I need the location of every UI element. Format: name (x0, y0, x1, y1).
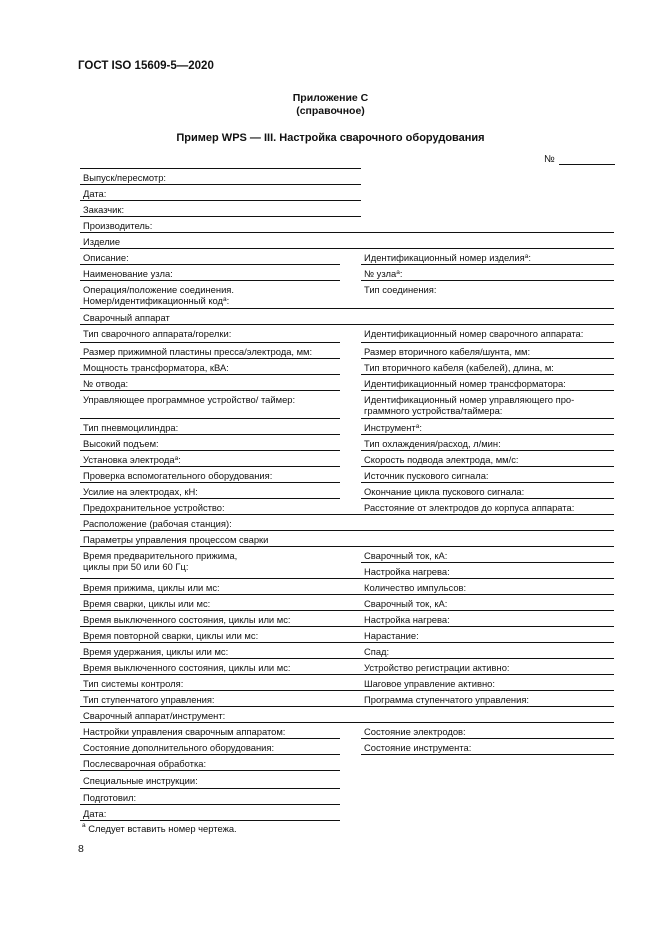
document-title: Пример WPS — III. Настройка сварочного оборудования (176, 132, 485, 144)
date-field[interactable]: Дата: (83, 188, 107, 199)
tool-footnote-marker: а (415, 423, 420, 430)
plate-size-field[interactable]: Размер прижимной пластины пресса/электрода, мм: (83, 346, 313, 357)
footnote (82, 823, 237, 834)
customer-field[interactable]: Заказчик: (83, 204, 125, 215)
node-no-label: № узла (364, 268, 397, 279)
controller-id-line1: Идентификационный номер управляющего про- (364, 394, 575, 405)
node-no-footnote-marker: а (396, 269, 400, 276)
manufacturer-field[interactable]: Производитель: (83, 220, 153, 231)
step-active-field[interactable]: Шаговое управление активно: (364, 678, 495, 689)
operation-footnote-marker: а (223, 296, 227, 303)
control-system-field[interactable]: Тип системы контроля: (83, 678, 184, 689)
step-type-field[interactable]: Тип ступенчатого управления: (83, 694, 215, 705)
reweld-time-field[interactable]: Время повторной сварки, циклы или мс: (83, 630, 259, 641)
product-id-label: Идентификационный номер изделия (364, 252, 525, 263)
aux-check-field[interactable]: Проверка вспомогательного оборудования: (83, 470, 273, 481)
postweld-field[interactable]: Послесварочная обработка: (83, 758, 207, 769)
electrode-setup-label: Установка электрода (83, 454, 175, 465)
standard-designation: ГОСТ ISO 15609-5—2020 (78, 60, 214, 72)
electrode-setup-footnote-marker: а (174, 455, 179, 462)
heat-setting-field-1[interactable]: Настройка нагрева: (364, 566, 450, 577)
wps-form (80, 0, 614, 935)
description-field[interactable]: Описание: (83, 252, 129, 263)
upslope-field[interactable]: Нарастание: (364, 630, 419, 641)
transformer-id-field[interactable]: Идентификационный номер трансформатора: (364, 378, 566, 389)
high-lift-field[interactable]: Высокий подъем: (83, 438, 159, 449)
release-field[interactable]: Выпуск/пересмотр: (83, 172, 167, 183)
weld-time-field[interactable]: Время сварки, циклы или мс: (83, 598, 211, 609)
welder-instrument-field[interactable]: Сварочный аппарат/инструмент: (83, 710, 226, 721)
electrode-speed-field[interactable]: Скорость подвода электрода, мм/с: (364, 454, 519, 465)
welder-section-heading: Сварочный аппарат (83, 312, 170, 323)
joint-type-field[interactable]: Тип соединения: (364, 284, 437, 295)
secondary-cable-field[interactable]: Размер вторичного кабеля/шунта, мм: (364, 346, 531, 357)
trigger-source-field[interactable]: Источник пускового сигнала: (364, 470, 489, 481)
secondary-cable-type-field[interactable]: Тип вторичного кабеля (кабелей), длина, м: (364, 362, 554, 373)
downslope-field[interactable]: Спад: (364, 646, 390, 657)
welder-settings-field[interactable]: Настройки управления сварочным аппаратом: (83, 726, 286, 737)
transformer-power-field[interactable]: Мощность трансформатора, кВА: (83, 362, 229, 373)
electrode-state-field[interactable]: Состояние электродов: (364, 726, 466, 737)
number-label: № (544, 154, 555, 165)
electrode-force-field[interactable]: Усилие на электродах, кН: (83, 486, 198, 497)
special-instructions-field[interactable]: Специальные инструкции: (83, 775, 198, 786)
off-time-field-2[interactable]: Время выключенного состояния, циклы или мс: (83, 662, 291, 673)
product-section-heading: Изделие (83, 236, 121, 247)
welder-type-field[interactable]: Тип сварочного аппарата/горелки: (83, 328, 232, 339)
params-section-heading: Параметры управления процессом сварки (83, 534, 269, 545)
controller-id-line2: граммного устройства/таймера: (364, 405, 503, 416)
pulse-count-field[interactable]: Количество импульсов: (364, 582, 467, 593)
trigger-end-field[interactable]: Окончание цикла пускового сигнала: (364, 486, 525, 497)
safety-device-field[interactable]: Предохранительное устройство: (83, 502, 225, 513)
product-id-field[interactable]: Идентификационный номер изделия$^а$: (364, 252, 531, 263)
footnote-text: Следует вставить номер чертежа. (88, 823, 237, 834)
aux-state-field[interactable]: Состояние дополнительного оборудования: (83, 742, 275, 753)
product-id-footnote-marker: а (524, 253, 529, 260)
tool-field[interactable]: Инструмент$^а$: (364, 422, 422, 433)
footnote-marker: а (82, 822, 86, 829)
off-time-field-1[interactable]: Время выключенного состояния, циклы или мс: (83, 614, 291, 625)
prepared-by-field[interactable]: Подготовил: (83, 792, 137, 803)
press-time-field[interactable]: Время прижима, циклы или мс: (83, 582, 220, 593)
controller-id-field[interactable] (361, 394, 574, 416)
operation-field[interactable] (80, 284, 234, 306)
tool-state-field[interactable]: Состояние инструмента: (364, 742, 472, 753)
tool-label: Инструмент (364, 422, 416, 433)
prepress-line2: циклы при 50 или 60 Гц: (83, 561, 189, 572)
operation-label-line1: Операция/положение соединения. (83, 284, 234, 295)
recorder-field[interactable]: Устройство регистрации активно: (364, 662, 510, 673)
weld-current-field-1[interactable]: Сварочный ток, кА: (364, 550, 448, 561)
cooling-field[interactable]: Тип охлаждения/расход, л/мин: (364, 438, 501, 449)
node-no-field[interactable]: № узла$^а$: (364, 268, 403, 279)
electrode-distance-field[interactable]: Расстояние от электродов до корпуса аппарата: (364, 502, 575, 513)
end-date-field[interactable]: Дата: (83, 808, 107, 819)
tap-no-field[interactable]: № отвода: (83, 378, 129, 389)
annex-title: Приложение С (292, 92, 369, 104)
weld-current-field-2[interactable]: Сварочный ток, кА: (364, 598, 448, 609)
welder-id-field[interactable]: Идентификационный номер сварочного аппарата: (364, 328, 584, 339)
annex-kind: (справочное) (296, 105, 365, 117)
prepress-field[interactable] (80, 550, 237, 572)
heat-setting-field-2[interactable]: Настройка нагрева: (364, 614, 450, 625)
operation-label-line2: Номер/идентификационный код$^а$: (83, 295, 230, 306)
electrode-setup-field[interactable]: Установка электрода$^а$: (83, 454, 181, 465)
prepress-line1: Время предварительного прижима, (83, 550, 238, 561)
controller-field[interactable]: Управляющее программное устройство/ таймер: (83, 394, 296, 405)
step-program-field[interactable]: Программа ступенчатого управления: (364, 694, 530, 705)
hold-time-field[interactable]: Время удержания, циклы или мс: (83, 646, 229, 657)
pneumo-type-field[interactable]: Тип пневмоцилиндра: (83, 422, 179, 433)
page-number: 8 (78, 843, 84, 855)
node-name-field[interactable]: Наименование узла: (83, 268, 173, 279)
location-field[interactable]: Расположение (рабочая станция): (83, 518, 232, 529)
